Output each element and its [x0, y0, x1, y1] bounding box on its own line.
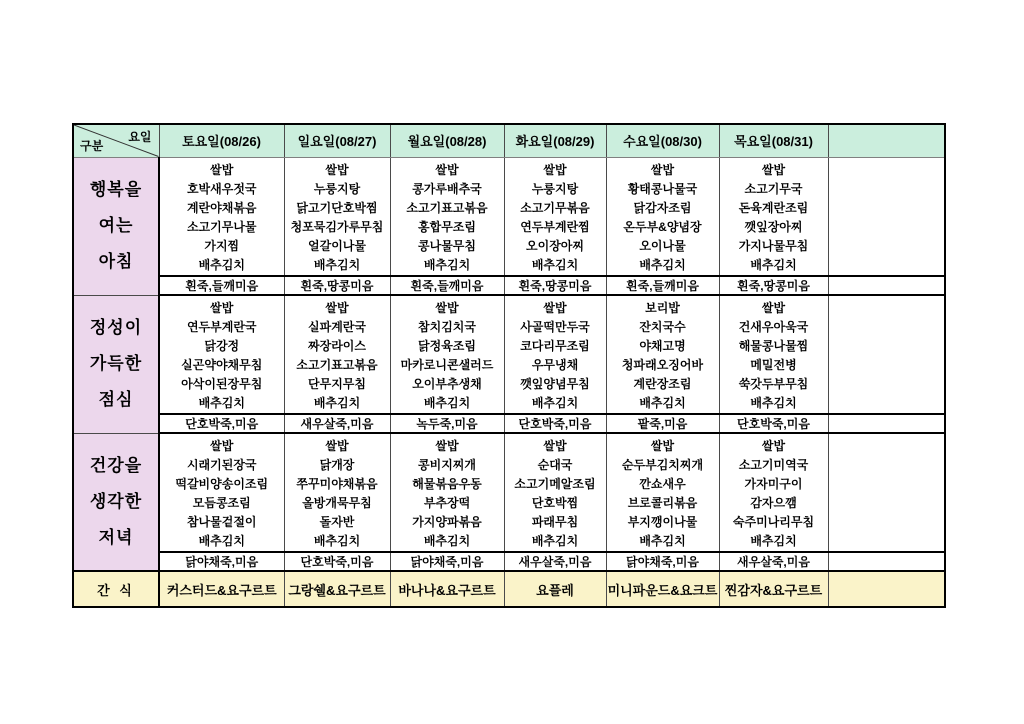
menu-item: 우무냉채	[531, 358, 579, 372]
menu-item: 배추김치	[313, 534, 361, 548]
porridge-cell: 새우살죽,미음	[719, 552, 828, 571]
menu-item: 해물콩나물찜	[738, 339, 809, 353]
menu-cell	[719, 433, 828, 552]
menu-item: 배추김치	[198, 534, 245, 548]
menu-item: 오이부추생채	[412, 377, 482, 391]
menu-item: 닭강정	[204, 339, 240, 353]
menu-item: 잔치국수	[639, 320, 686, 334]
meal-section-label-line: 생각한	[89, 491, 143, 511]
menu-item: 아삭이된장무침	[181, 377, 263, 391]
menu-item: 소고기표고볶음	[406, 200, 488, 215]
menu-cell	[159, 295, 284, 414]
menu-item: 콩비지찌개	[418, 458, 476, 472]
menu-item: 소고기미역국	[738, 458, 809, 472]
menu-cell	[828, 295, 945, 414]
meal-section-label-line: 점심	[98, 390, 134, 409]
menu-item: 숙주미나리무침	[732, 515, 815, 529]
porridge-cell: 닭야채죽,미음	[390, 552, 504, 571]
menu-item: 깐쇼새우	[639, 477, 686, 491]
menu-item: 쌀밥	[543, 439, 567, 453]
menu-item: 순두부김치찌개	[621, 458, 704, 472]
menu-item: 모듬콩조림	[192, 496, 251, 510]
menu-cell	[159, 433, 284, 552]
corner-days-label: 요일	[128, 130, 152, 144]
porridge-cell	[828, 552, 945, 571]
menu-item: 보리밥	[645, 301, 680, 315]
meal-section-label-line: 저녁	[98, 527, 134, 547]
menu-item: 가자미구이	[744, 477, 803, 491]
snack-cell	[828, 571, 945, 607]
menu-item: 소고기무볶음	[520, 200, 590, 215]
menu-item: 배추김치	[313, 396, 361, 410]
menu-item: 쌀밥	[435, 162, 459, 177]
menu-item: 참치김치국	[418, 320, 476, 334]
menu-item: 쌀밥	[650, 162, 675, 177]
menu-item: 코다리무조림	[520, 339, 590, 353]
menu-item: 소고기표고볶음	[296, 358, 378, 372]
menu-item: 소고기무국	[744, 181, 803, 196]
meal-section-label-line: 가득한	[89, 354, 143, 373]
menu-item: 소고기무나물	[186, 219, 257, 234]
porridge-cell: 흰죽,땅콩미음	[719, 276, 828, 295]
menu-item: 배추김치	[198, 257, 245, 272]
menu-item: 메밀전병	[750, 358, 797, 372]
menu-item: 배추김치	[198, 396, 245, 410]
porridge-cell: 흰죽,땅콩미음	[284, 276, 390, 295]
snack-cell: 바나나&요구르트	[390, 571, 504, 607]
menu-item: 홍합무조림	[418, 219, 476, 234]
menu-item: 호박새우젓국	[186, 181, 257, 196]
porridge-cell: 새우살죽,미음	[504, 552, 606, 571]
menu-item: 배추김치	[423, 534, 471, 548]
menu-item: 깻잎장아찌	[744, 219, 803, 234]
menu-item: 쌀밥	[543, 162, 567, 177]
meal-section-label	[73, 295, 159, 433]
meal-section-label	[73, 433, 159, 571]
menu-item: 배추김치	[639, 257, 686, 272]
menu-cell	[828, 433, 945, 552]
menu-cell	[159, 157, 284, 276]
menu-item: 쌀밥	[435, 301, 459, 315]
menu-item: 마카로니콘샐러드	[400, 358, 494, 372]
menu-item: 배추김치	[313, 257, 361, 272]
menu-item: 얼갈이나물	[308, 238, 366, 253]
corner-header-cell	[73, 124, 159, 157]
menu-cell	[284, 295, 390, 414]
porridge-cell: 닭야채죽,미음	[606, 552, 719, 571]
menu-item: 가지찜	[204, 238, 240, 253]
menu-item: 가지양파볶음	[412, 515, 482, 529]
menu-cell	[606, 157, 719, 276]
menu-item: 배추김치	[531, 534, 579, 548]
porridge-cell: 팥죽,미음	[606, 414, 719, 433]
menu-cell	[284, 433, 390, 552]
meal-section-label-line: 정성이	[89, 318, 143, 337]
menu-item: 닭고기단호박찜	[296, 200, 378, 215]
menu-item: 돌자반	[319, 515, 355, 529]
menu-item: 청포묵김가루무침	[290, 219, 384, 234]
menu-item: 단호박찜	[531, 496, 579, 510]
menu-item: 연두부계란국	[186, 320, 257, 334]
porridge-cell: 흰죽,땅콩미음	[504, 276, 606, 295]
menu-item: 온두부&양념장	[623, 219, 702, 234]
menu-cell	[719, 157, 828, 276]
menu-item: 쌀밥	[761, 439, 786, 453]
menu-cell	[719, 295, 828, 414]
day-header-cell: 일요일(08/27)	[284, 124, 390, 157]
day-header-cell: 수요일(08/30)	[606, 124, 719, 157]
menu-item: 누룽지탕	[313, 181, 361, 196]
menu-item: 소고기메알조림	[514, 477, 596, 491]
menu-cell	[828, 157, 945, 276]
snack-cell: 찐감자&요구르트	[719, 571, 828, 607]
menu-item: 부지깽이나물	[627, 515, 698, 529]
porridge-cell	[828, 276, 945, 295]
menu-cell	[606, 433, 719, 552]
porridge-cell	[828, 414, 945, 433]
meal-section-label-line: 행복을	[89, 180, 143, 199]
menu-item: 건새우아욱국	[738, 320, 809, 334]
menu-cell	[284, 157, 390, 276]
menu-item: 배추김치	[531, 396, 579, 410]
menu-item: 쌀밥	[761, 162, 786, 177]
meal-section-label	[73, 157, 159, 295]
porridge-cell: 흰죽,들깨미음	[159, 276, 284, 295]
menu-item: 쌀밥	[543, 301, 567, 315]
menu-item: 쌀밥	[650, 439, 675, 453]
menu-item: 배추김치	[750, 396, 797, 410]
porridge-cell: 흰죽,들깨미음	[390, 276, 504, 295]
menu-item: 브로콜리볶음	[627, 496, 698, 510]
snack-cell: 요플레	[504, 571, 606, 607]
menu-item: 오이장아찌	[526, 238, 584, 253]
menu-cell	[504, 295, 606, 414]
menu-item: 닭감자조림	[633, 200, 692, 215]
menu-item: 쌀밥	[761, 301, 786, 315]
porridge-cell: 단호박죽,미음	[719, 414, 828, 433]
menu-cell	[390, 433, 504, 552]
weekly-menu-table	[72, 123, 946, 608]
menu-item: 쑥갓두부무침	[738, 377, 809, 391]
day-header-cell: 월요일(08/28)	[390, 124, 504, 157]
menu-item: 배추김치	[423, 257, 471, 272]
menu-item: 감자으깸	[750, 496, 797, 510]
menu-item: 쌀밥	[210, 301, 234, 315]
menu-item: 올방개묵무침	[302, 496, 372, 510]
porridge-cell: 단호박죽,미음	[284, 552, 390, 571]
meal-section-label-line: 아침	[98, 252, 134, 271]
menu-item: 돈육계란조림	[738, 200, 809, 215]
corner-category-label: 구분	[80, 138, 104, 153]
day-header-cell: 목요일(08/31)	[719, 124, 828, 157]
menu-item: 콩나물무침	[418, 238, 476, 253]
menu-item: 배추김치	[639, 534, 686, 548]
menu-item: 닭정육조림	[418, 339, 476, 353]
meal-section-label-line: 여는	[98, 216, 134, 235]
day-header-cell: 토요일(08/26)	[159, 124, 284, 157]
menu-item: 청파래오징어바	[621, 358, 704, 372]
menu-item: 쌀밥	[325, 162, 349, 177]
menu-item: 가지나물무침	[738, 238, 809, 253]
menu-cell	[606, 295, 719, 414]
menu-item: 순대국	[537, 458, 573, 472]
menu-item: 시래기된장국	[186, 458, 257, 472]
menu-item: 실파계란국	[308, 320, 366, 334]
porridge-cell: 닭야채죽,미음	[159, 552, 284, 571]
porridge-cell: 녹두죽,미음	[390, 414, 504, 433]
snack-cell: 그랑쉘&요구르트	[284, 571, 390, 607]
menu-cell	[504, 157, 606, 276]
menu-item: 파래무침	[531, 515, 579, 529]
menu-item: 참나물겉절이	[186, 515, 257, 529]
menu-item: 콩가루배추국	[412, 181, 482, 196]
menu-cell	[390, 295, 504, 414]
snack-cell: 커스터드&요구르트	[159, 571, 284, 607]
menu-cell	[390, 157, 504, 276]
porridge-cell: 단호박죽,미음	[504, 414, 606, 433]
menu-item: 쌀밥	[210, 162, 234, 177]
menu-item: 쌀밥	[435, 439, 459, 453]
menu-item: 배추김치	[531, 257, 579, 272]
menu-item: 깻잎양념무침	[520, 377, 590, 391]
menu-item: 배추김치	[750, 257, 797, 272]
snack-cell: 미니파운드&요크트	[606, 571, 719, 607]
menu-cell	[504, 433, 606, 552]
menu-item: 배추김치	[423, 396, 471, 410]
meal-section-label-line: 건강을	[89, 455, 143, 475]
menu-item: 쌀밥	[210, 439, 234, 453]
snack-row-label: 간 식	[73, 571, 159, 607]
menu-item: 부추장떡	[423, 496, 471, 510]
day-header-cell	[828, 124, 945, 157]
menu-item: 실곤약야채무침	[181, 358, 263, 372]
menu-item: 닭개장	[319, 458, 355, 472]
menu-item: 야채고명	[639, 339, 686, 353]
menu-item: 연두부계란찜	[520, 219, 590, 234]
menu-item: 계란장조림	[633, 377, 692, 391]
menu-item: 배추김치	[639, 396, 686, 410]
menu-item: 계란야채볶음	[186, 200, 257, 215]
menu-item: 사골떡만두국	[520, 320, 590, 334]
menu-item: 오이나물	[639, 238, 686, 253]
menu-item: 쌀밥	[325, 301, 349, 315]
porridge-cell: 새우살죽,미음	[284, 414, 390, 433]
porridge-cell: 흰죽,들깨미음	[606, 276, 719, 295]
menu-item: 배추김치	[750, 534, 797, 548]
menu-item: 쭈꾸미야채볶음	[296, 477, 378, 491]
menu-item: 단무지무침	[308, 377, 366, 391]
day-header-cell: 화요일(08/29)	[504, 124, 606, 157]
menu-item: 쌀밥	[325, 439, 349, 453]
menu-item: 해물볶음우동	[412, 477, 482, 491]
menu-item: 떡갈비양송이조림	[175, 477, 269, 491]
porridge-cell: 단호박죽,미음	[159, 414, 284, 433]
menu-item: 누룽지탕	[531, 181, 579, 196]
menu-item: 짜장라이스	[308, 339, 366, 353]
menu-item: 황태콩나물국	[627, 181, 698, 196]
